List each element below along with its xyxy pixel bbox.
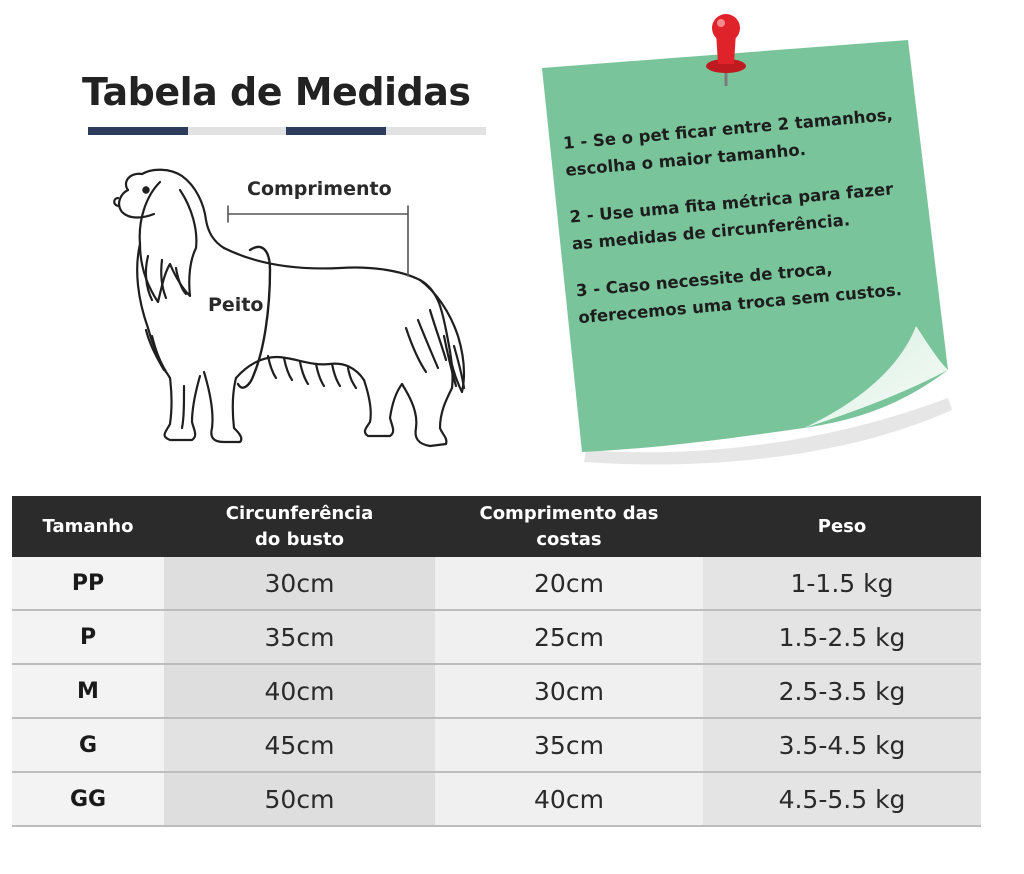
weight-cell: 3.5-4.5 kg [703, 718, 981, 772]
back-length-cell: 40cm [435, 772, 703, 826]
size-cell: G [12, 718, 164, 772]
header-back-length: Comprimento das costas [435, 496, 703, 557]
title-underline [88, 127, 486, 135]
page-title: Tabela de Medidas [82, 70, 471, 114]
dog-nose [114, 198, 118, 206]
bust-cell: 40cm [164, 664, 435, 718]
dog-front-leg [165, 376, 200, 440]
dog-tail [420, 280, 464, 392]
bust-cell: 30cm [164, 557, 435, 610]
chest-measure-loop [238, 247, 270, 388]
weight-cell: 4.5-5.5 kg [703, 772, 981, 826]
table-row [12, 718, 981, 772]
dog-measurement-illustration [100, 160, 480, 460]
length-label: Comprimento [247, 178, 392, 200]
underline-segment-dark [88, 127, 188, 135]
back-length-cell: 35cm [435, 718, 703, 772]
weight-cell: 1-1.5 kg [703, 557, 981, 610]
note-item-1: 1 - Se o pet ficar entre 2 tamanhos, escolha o maior tamanho. [562, 105, 894, 180]
back-length-cell: 25cm [435, 610, 703, 664]
table-row [12, 557, 981, 610]
underline-segment-light [188, 127, 286, 135]
underline-segment-dark [286, 127, 386, 135]
weight-cell: 2.5-3.5 kg [703, 664, 981, 718]
dog-snout [119, 190, 154, 218]
size-cell: M [12, 664, 164, 718]
size-table [12, 496, 981, 827]
dog-hind-fur [406, 310, 446, 372]
size-cell: P [12, 610, 164, 664]
back-length-cell: 20cm [435, 557, 703, 610]
header-bust: Circunferência do busto [164, 496, 435, 557]
sticky-note [540, 10, 960, 480]
underline-segment-light [386, 127, 486, 135]
table-row [12, 772, 981, 826]
header-weight: Peso [703, 496, 981, 557]
chest-label: Peito [208, 294, 264, 316]
dog-front-leg-back [204, 372, 241, 442]
size-cell: GG [12, 772, 164, 826]
dog-hind-leg-back [402, 384, 452, 446]
bust-cell: 45cm [164, 718, 435, 772]
back-length-cell: 30cm [435, 664, 703, 718]
dog-eye [143, 187, 148, 192]
dog-back-outline [224, 248, 453, 388]
note-item-2: 2 - Use uma fita métrica para fazer as medidas de circunferência. [568, 179, 894, 254]
length-measure-line [228, 206, 408, 276]
dog-chest-fur [146, 330, 184, 428]
dog-hind-leg [364, 380, 402, 436]
dog-ear [140, 182, 197, 302]
dog-belly-fur [268, 356, 356, 388]
header-size: Tamanho [12, 496, 164, 557]
note-item-3: 3 - Caso necessite de troca, oferecemos uma troca sem custos. [575, 258, 903, 328]
table-row [12, 610, 981, 664]
weight-cell: 1.5-2.5 kg [703, 610, 981, 664]
table-row [12, 664, 981, 718]
bust-cell: 50cm [164, 772, 435, 826]
bust-cell: 35cm [164, 610, 435, 664]
size-cell: PP [12, 557, 164, 610]
note-text [562, 97, 960, 351]
table-header-row [12, 496, 981, 557]
